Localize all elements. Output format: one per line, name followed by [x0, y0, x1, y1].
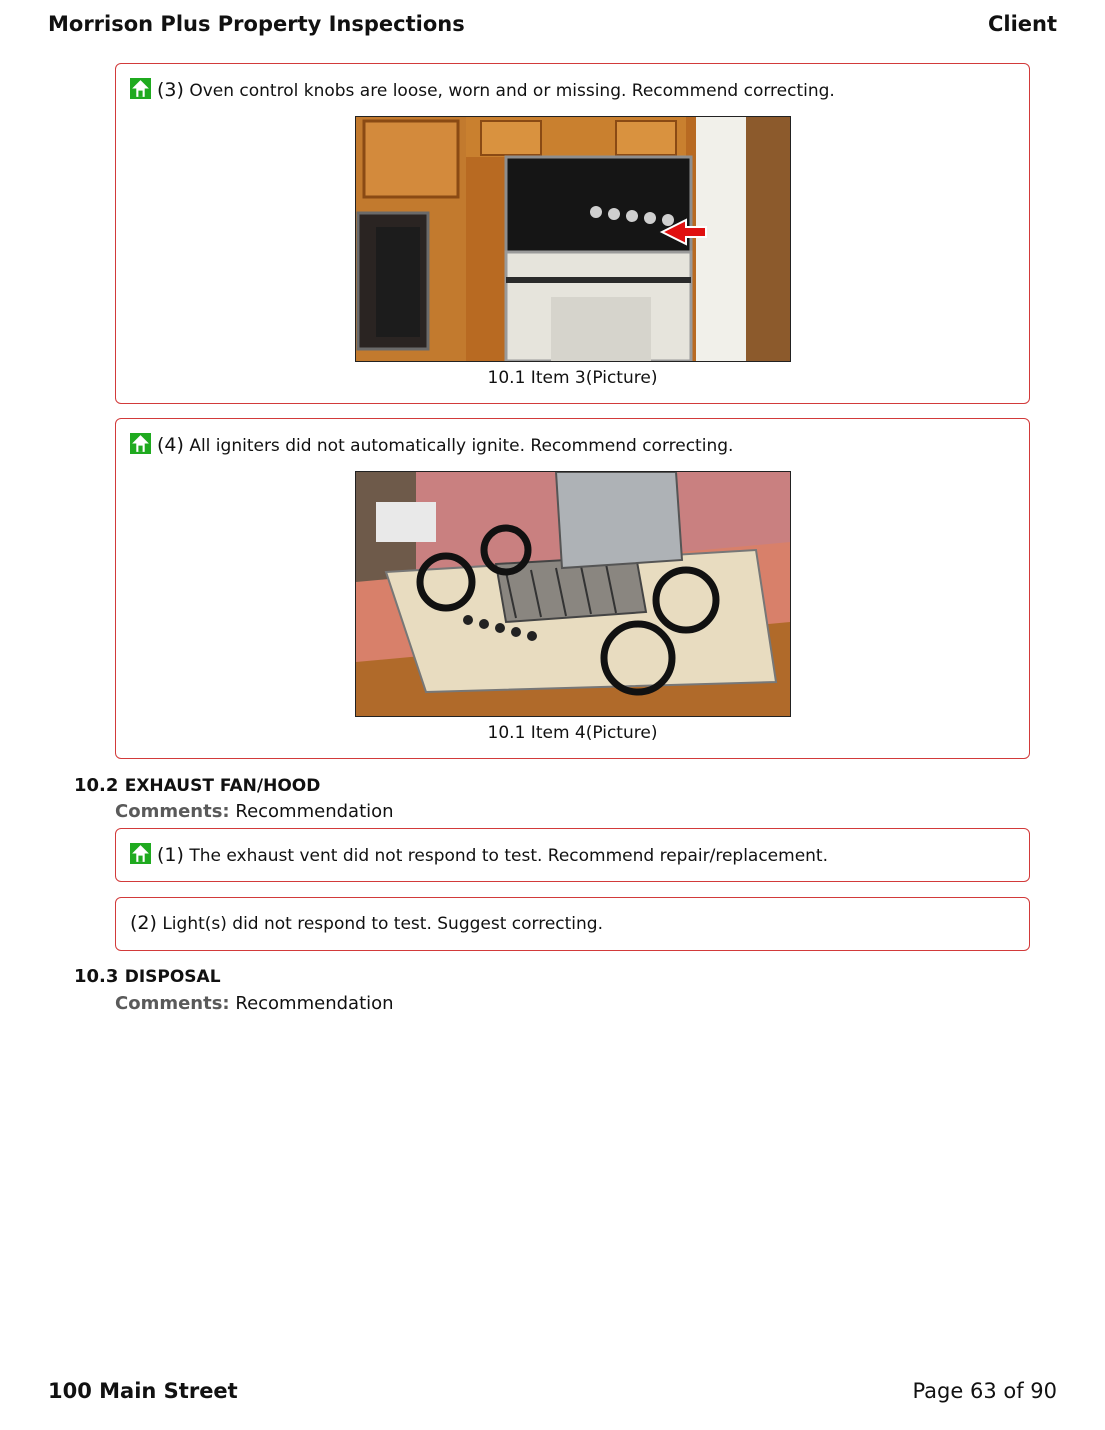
cooktop-photo	[355, 471, 791, 717]
defect-item-4	[115, 418, 1030, 759]
section-number: 10.2	[74, 775, 119, 796]
client-label: Client	[987, 12, 1057, 36]
page-number: Page 63 of 90	[912, 1379, 1057, 1403]
section-heading-disposal	[74, 966, 221, 987]
section-heading-exhaust	[74, 775, 320, 796]
photo-caption: 10.1 Item 4(Picture)	[487, 723, 658, 743]
comments-value: Recommendation	[235, 993, 394, 1014]
defect-text: Light(s) did not respond to test. Suggest correcting.	[162, 914, 603, 934]
defect-line	[130, 78, 835, 101]
comments-label: Comments:	[115, 801, 230, 822]
defect-text: The exhaust vent did not respond to test. Recommend repair/replacement.	[189, 846, 828, 866]
home-up-icon	[130, 433, 151, 454]
defect-number: (2)	[130, 912, 157, 934]
defect-number: (1)	[157, 844, 184, 866]
defect-line	[130, 912, 603, 934]
photo-caption: 10.1 Item 3(Picture)	[487, 368, 658, 388]
page-header	[48, 12, 1057, 42]
home-up-icon	[130, 78, 151, 99]
defect-number: (3)	[157, 79, 184, 101]
property-address: 100 Main Street	[48, 1379, 238, 1403]
comments-value: Recommendation	[235, 801, 394, 822]
defect-number: (4)	[157, 434, 184, 456]
defect-exhaust-2	[115, 897, 1030, 951]
company-name: Morrison Plus Property Inspections	[48, 12, 465, 36]
defect-text: All igniters did not automatically ignite. Recommend correcting.	[189, 436, 734, 456]
defect-line	[130, 433, 733, 456]
defect-text: Oven control knobs are loose, worn and or missing. Recommend correcting.	[189, 81, 835, 101]
home-up-icon	[130, 843, 151, 864]
section-number: 10.3	[74, 966, 119, 987]
section-comments	[115, 993, 394, 1014]
defect-item-3	[115, 63, 1030, 404]
comments-label: Comments:	[115, 993, 230, 1014]
defect-exhaust-1	[115, 828, 1030, 882]
defect-line	[130, 843, 828, 866]
section-title: DISPOSAL	[124, 967, 221, 987]
section-title: EXHAUST FAN/HOOD	[124, 776, 321, 796]
page-footer	[48, 1379, 1057, 1409]
section-comments	[115, 801, 394, 822]
oven-photo	[355, 116, 791, 362]
